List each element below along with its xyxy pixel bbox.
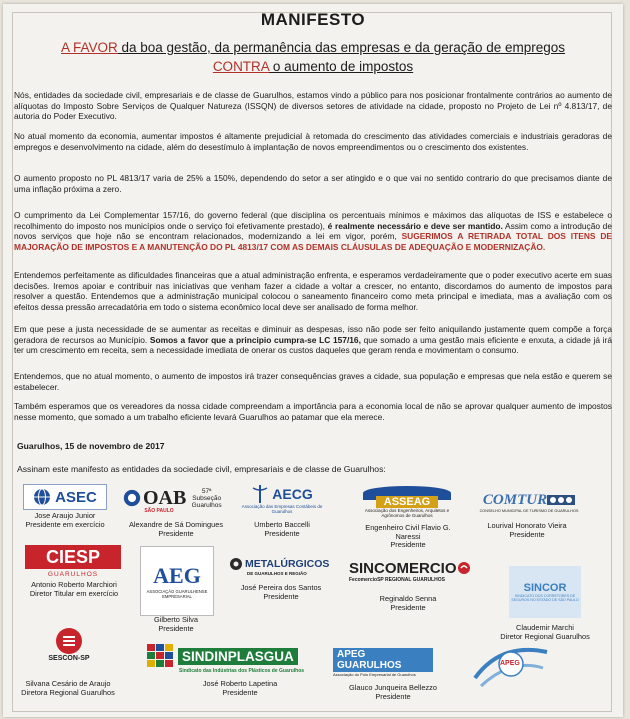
signer-role: Presidente [222,687,258,697]
ciesp-logo-subtitle: GUARULHOS [47,571,99,578]
paragraph-4-text-2: Assim como a introdução de novos serviços que hoje não se encontram relacionados, modernizando a lei em vigor, porém, [14,220,612,242]
paragraph-1: Nós, entidades da sociedade civil, empresariais e de classe de Guarulhos, estamos vindo a público para nos posicionar frontalmente contrários ao aumento de alíquotas do Imposto Sobre Serviços de Qualquer Natureza (ISSQN) de diversos setores de atividade na cidade, proposto no Projeto de Lei nº 4.813/17, de autoria do Poder Executivo. [14,90,612,122]
sincomercio-logo-subtitle: FecomercioSP REGIONAL GUARULHOS [349,576,445,583]
signer-name: Engenheiro Civil Flavio G. Naressi [365,523,451,541]
signer-name: Jose Araujo Junior [34,511,96,520]
signer-apeg [333,684,453,701]
signer-role: Presidente em exercício [25,519,105,529]
subtitle-contra: CONTRA [212,59,270,74]
signer-name: Claudemir Marchi [516,623,574,632]
signer-name: Reginaldo Senna [379,594,437,603]
sescon-emblem-icon [54,627,84,655]
caduceus-icon [251,484,269,504]
signer-name: Lourival Honorato Vieira [487,521,567,530]
sincor-logo [509,566,581,618]
aeg-logo-text: AEG [153,563,201,588]
metalurgicos-logo-row [229,557,329,571]
comtur-logo-subtitle: CONSELHO MUNICIPAL DE TURISMO DE GUARULHOS [479,508,579,513]
paragraph-6-text-2: que somado a uma gestão mais eficiente e enxuta, a cidade já irá ter um crescimento em receita, sem a necessidade imediata de onerar os custos daqueles que geram renda e movimentam o consumo. [14,334,612,356]
paragraph-3: O aumento proposto no PL 4813/17 varia de 25% a 150%, dependendo do setor a ser atingido e o que vai no sentido contrario do que precisamos diante de uma inflação próxima a zero. [14,173,612,194]
signer-name: Silvana Cesário de Araujo [25,679,111,688]
apeg-emblem-text: APEG [500,660,520,667]
apeg-guarulhos-logo-subtitle: Associação do Polo Empresarial de Guarulhos [333,671,416,677]
aecg-logo-row [251,484,312,504]
signer-role: Diretor Titular em exercício [29,588,119,598]
sincomercio-logo-row [349,560,471,577]
sindinplasgua-logo [147,644,315,674]
paragraph-6-bold: Somos a favor que a principio cumpra-se LC 157/16, [149,334,361,345]
signers-intro: Assinam este manifesto as entidades da sociedade civil, empresariais e de classe de Guarulhos: [17,464,386,474]
oab-state: SÃO PAULO [144,508,174,514]
paragraph-6-text: Em que pese a justa necessidade de se aumentar as receitas e diminuir as despesas, isso não pode ser feito aniquilando justamente quem compõe a força geradora de recursos ao Município. [14,324,612,345]
signer-role: Presidente [263,591,299,601]
signer-name: Alexandre de Sá Domingues [128,520,224,529]
asseag-logo [361,484,453,520]
signer-role: Diretor Regional Guarulhos [500,631,590,641]
paragraph-4-text: O cumprimento da Lei Complementar 157/16, do governo federal (que disciplina os percentuais mínimos e máximos das alíquotas de ISS e estabelece o recolhimento do imposto nos municípios onde o serviço foi efetivamente prestado), [14,210,612,231]
comtur-logo [479,488,579,516]
globe-icon [33,488,51,506]
signer-role: Diretora Regional Guarulhos [21,687,115,697]
manifesto-date: Guarulhos, 15 de novembro de 2017 [17,441,165,451]
oab-emblem-icon [123,487,141,509]
swirl-icon [457,561,471,575]
sincor-logo-subtitle: SINDICATO DOS CORRETORES DE SEGUROS NO ESTADO DE SÃO PAULO [511,593,579,602]
page-title: MANIFESTO [260,10,366,29]
ciesp-logo: CIESP [25,545,121,569]
paragraph-5: Entendemos perfeitamente as dificuldades financeiras que a atual administração enfrenta, e esperamos verdadeiramente que o poder executivo acerte em suas decisões. Iremos apoiar e contribuir nas iniciativas que venham fazer a cidade a voltar a crescer, no entanto, discordamos do aumento de impostos para resolver a questão. Entendemos que a administração municipal colocou o saneamento financeiro como meta principal e imediata, mas a avaliação com os efeitos dessa pressão arrecadatória em todo o sistema econômico local deve ser analisado de forma melhor. [14,270,612,312]
signer-name: Antonio Roberto Marchiori [31,580,117,589]
signer-sindinplasgua [185,680,295,697]
paragraph-4-bold: é realmente necessário e deve ser mantido. [327,220,503,231]
subtitle-contra-text: o aumento de impostos [269,59,414,74]
signer-role: Presidente [509,529,545,539]
signer-asec [19,512,111,529]
signer-asseag [353,524,463,550]
signer-role: Presidente [390,540,426,550]
signer-name: Gilberto Silva [154,615,198,624]
comtur-logo-row [483,492,575,509]
signer-role: Presidente [264,528,300,538]
sindinplasgua-logo-subtitle: Sindicato das Indústrias dos Plásticos de Guarulhos [179,668,305,674]
paragraph-2: No atual momento da economia, aumentar impostos é altamente prejudicial à retomada do crescimento das atividades comerciais e industriais geradoras de empregos e desenvolvimento na cidade, além do desestímulo à implantação de novos empreendimentos ou o crescimento dos existentes. [14,131,612,152]
apeg-guarulhos-logo [333,648,433,677]
signer-oab [121,521,231,538]
asec-logo-text: ASEC [55,488,97,506]
subtitle-line-2 [3,59,623,75]
paragraph-7: Entendemos, que no atual momento, o aumento de impostos irá trazer consequências graves a cidade, sua população e empresas que nela estão e querem se estabelecer. [14,371,612,392]
sincor-logo-text: SINCOR [523,581,567,594]
signer-ciesp [19,581,129,598]
signer-metalurgicos [231,584,331,601]
signer-name: Glauco Junqueira Bellezzo [349,683,437,692]
subtitle-favor: A FAVOR [60,40,118,55]
metalurgicos-logo [229,552,331,580]
comtur-logo-text: COMTUR [482,491,548,508]
paragraph-4 [14,210,612,252]
paragraph-6 [14,324,612,356]
aeg-logo-subtitle: ASSOCIAÇÃO GUARULHENSE EMPRESARIAL [146,589,208,599]
signer-name: José Roberto Lapetina [202,679,278,688]
oab-logo-text: OAB [142,486,187,509]
metalurgicos-logo-subtitle: DE GUARULHOS E REGIÃO [247,570,307,576]
gear-icon [229,557,243,571]
signer-name: Umberto Baccelli [254,520,310,529]
signer-comtur [477,522,577,539]
aecg-logo-subtitle: Associação das Empresas Contábeis de Guarulhos [241,504,323,514]
manifesto-sheet [3,4,623,717]
paragraph-4-highlight: SUGERIMOS A RETIRADA TOTAL DOS ITENS DE MAJORAÇÃO DE IMPOSTOS E A MANUTENÇÃO DO PL 4813/17 COM AS DEMAIS CLÁUSULAS DE ADEQUAÇÃO E MODERNIZAÇÃO. [14,231,612,252]
aecg-logo [241,484,323,514]
sindinplasgua-logo-text: SINDINPLASGUA [178,648,298,665]
film-strip-icon [547,494,575,506]
sincomercio-logo-text: SINCOMERCIO [349,559,457,577]
sescon-logo-text: SESCON-SP [48,654,90,662]
subtitle-favor-text: da boa gestão, da permanência das empresas e da geração de empregos [117,40,566,55]
asseag-logo-subtitle: Associação dos Engenheiros, Arquitetos e Agrônomos de Guarulhos [364,508,450,518]
asseag-logo-text: ASSEAG [376,496,438,508]
blocks-icon [147,644,175,668]
signer-name: José Pereira dos Santos [240,583,322,592]
signer-role: Presidente [158,623,194,633]
signer-role: Presidente [390,602,426,612]
signer-aeg [131,616,221,633]
signer-sincomercio [353,595,463,612]
asec-logo [23,484,107,510]
subtitle-line-1 [3,40,623,56]
sescon-logo [43,624,95,664]
paragraph-8: Também esperamos que os vereadores da nossa cidade compreendam a importância para a economia local de não se aprovar qualquer aumento de impostos nesse momento, que somado a um trabalho eficiente levará Guarulhos ao patamar que ela merece. [14,401,612,422]
signer-role: Presidente [158,528,194,538]
sincomercio-logo [349,557,493,585]
metalurgicos-logo-text: METALÚRGICOS [245,557,330,570]
signer-sescon [13,680,123,697]
oab-subsecao: 57ª Subseção Guarulhos [191,487,222,509]
signer-aecg [237,521,327,538]
apeg-emblem-logo [471,638,551,694]
aeg-logo [140,546,214,616]
aecg-logo-text: AECG [272,486,313,502]
apeg-guarulhos-logo-text: APEG GUARULHOS [333,648,433,672]
signer-role: Presidente [375,691,411,701]
sindinplasgua-logo-row [147,644,298,668]
